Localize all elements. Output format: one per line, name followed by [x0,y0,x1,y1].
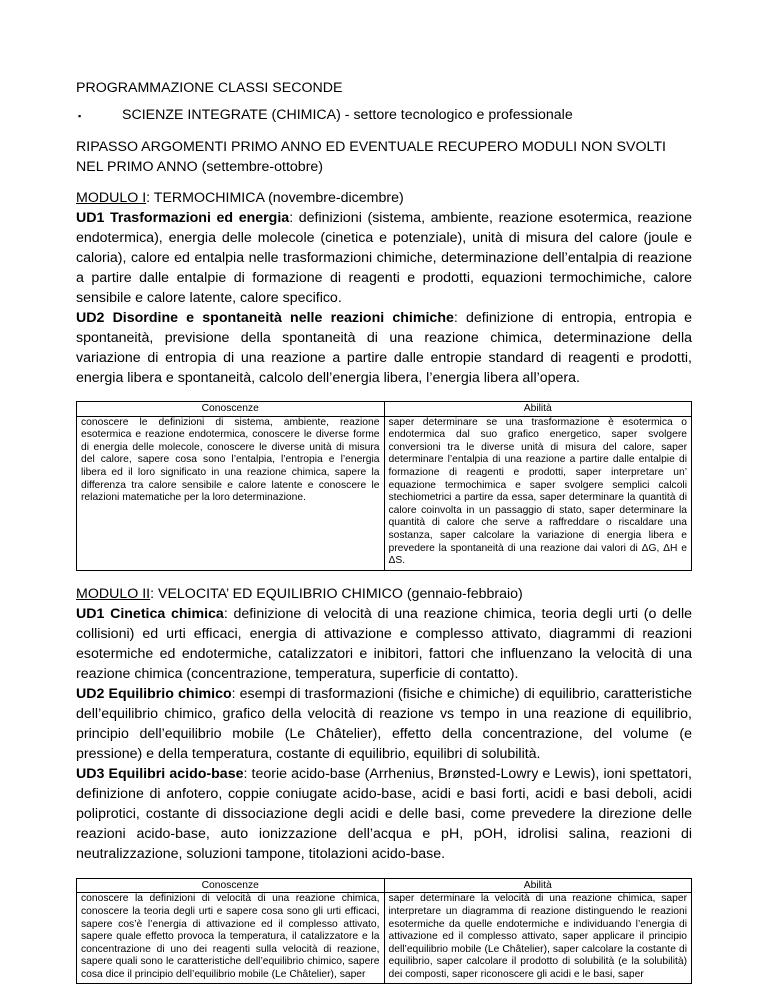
module-2-ud3-text: : teorie acido-base (Arrhenius, Brønsted-Lowry e Lewis), ioni spettatori, definizione di anfotero, coppie coniugate acido-base, acidi e basi forti, acidi e basi deboli, acidi poliprotici, costante di dissociazione degli acidi e delle basi, come prevedere la direzione delle reazioni acido-base, auto ionizzazione dell’acqua e pH, pOH, idrolisi salina, reazioni di neutralizzazione, soluzioni tampone, titolazioni acido-base. [76,765,692,862]
module-2-ud1-label: UD1 Cinetica chimica [76,605,224,622]
conoscenze-header: Conoscenze [77,402,385,417]
module-1-ud2-label: UD2 Disordine e spontaneità nelle reazioni chimiche [76,310,454,326]
module-2-ud1 [76,604,692,684]
module-2-ud3-label: UD3 Equilibri acido-base [76,765,244,782]
module-1-heading [76,188,692,208]
conoscenze-cell: conoscere le definizioni di sistema, ambiente, reazione esotermica e reazione endotermica, conoscere le diverse forme di energia delle molecole, conoscere le diverse unità di misura del calore, sapere cosa sono l’entalpia, l’entropia e l’energia libera ed il loro significato in una reazione chimica, sapere la differenza tra calore sensibile e calore latente e conoscere le relazioni matematiche per la loro determinazione. [77,416,385,570]
module-2-heading [76,584,692,604]
square-bullet-icon: ▪ [78,111,82,121]
module-1-ud1 [76,208,692,308]
module-2-ud3 [76,764,692,864]
review-note: RIPASSO ARGOMENTI PRIMO ANNO ED EVENTUALE RECUPERO MODULI NON SVOLTI NEL PRIMO ANNO (settembre-ottobre) [76,139,666,175]
abilita-cell: saper determinare se una trasformazione è esotermica o endotermica dal suo grafico energetico, saper svolgere conversioni tra le diverse unità di misura del calore, saper determinare l’entalpia di una reazione a partire dalle entalpie di formazione di reagenti e prodotti, saper interpretare un’ equazione termochimica e saper svolgere semplici calcoli stechiometrici a partire da essa, saper determinare la quantità di calore coinvolta in un passaggio di stato, saper determinare la quantità di calore che serve a raffreddare o riscaldare una sostanza, saper calcolare la variazione di energia libera e prevedere la spontaneità di una reazione dai valori di ΔG, ΔH e ΔS. [384,416,692,570]
module-1-ud1-label: UD1 Trasformazioni ed energia [76,210,290,226]
module-1-ud1-text: : definizioni (sistema, ambiente, reazione esotermica, reazione endotermica), energia delle molecole (cinetica e potenziale), unità di misura del calore (joule e caloria), calore ed entalpia nelle trasformazioni chimiche, determinazione dell’entalpia di reazione a partire dalle entalpie di formazione di reagenti e prodotti, equazioni termochimiche, calore sensibile e calore latente, calore specifico. [76,210,692,306]
module-2-ud2 [76,684,692,764]
conoscenze-cell: conoscere la definizioni di velocità di una reazione chimica, conoscere la teoria degli urti e sapere cosa sono gli urti efficaci, sapere cos’è l’energia di attivazione ed il complesso attivato, sapere quale effetto provoca la temperatura, il catalizzatore e la concentrazione di uno dei reagenti sulla velocità di reazione, sapere quali sono le caratteristiche dell’equilibrio chimico, sapere cosa dice il principio dell’equilibrio mobile (Le Châtelier), saper [77,893,385,984]
subject-rest: - settore tecnologico e professionale [340,107,573,123]
abilita-cell: saper determinare la velocità di una reazione chimica, saper interpretare un diagramma di reazione distinguendo le reazioni esotermiche da quelle endotermiche e individuando l’energia di attivazione ed il complesso attivato, saper applicare il principio dell’equilibrio mobile (Le Châtelier), saper calcolare la costante di equilibrio, saper calcolare il prodotto di solubilità (e la solubilità) dei composti, saper riconoscere gli acidi e le basi, saper [384,893,692,984]
table-header-row [77,878,692,893]
document-page [76,78,692,984]
subject-line [76,105,692,126]
table-row [77,893,692,984]
module-2-ud2-text: : esempi di trasformazioni (fisiche e chimiche) di equilibrio, caratteristiche dell’equilibrio chimico, grafico della velocità di reazione vs tempo in una reazione di equilibrio, principio dell’equilibrio mobile (Le Châtelier), effetto della concentrazione, del volume (e pressione) e della temperatura, costante di equilibrio, equilibri di solubilità. [76,685,692,762]
module-2-ud1-text: : definizione di velocità di una reazione chimica, teoria degli urti (o delle collisioni) ed urti efficaci, energia di attivazione e complesso attivato, diagrammi di reazioni esotermiche ed endotermiche, catalizzatori e inibitori, fattori che influenzano la velocità di una reazione chimica (concentrazione, temperatura, superficie di contatto). [76,605,693,682]
table-row [77,416,692,570]
subject-text [122,105,573,125]
module-1-table [76,401,692,571]
module-2-title: : VELOCITA’ ED EQUILIBRIO CHIMICO (gennaio-febbraio) [150,585,523,602]
subject-main: SCIENZE INTEGRATE (CHIMICA) [122,107,341,123]
module-2-table [76,878,692,985]
module-2-code: MODULO II [76,585,151,602]
conoscenze-header: Conoscenze [77,878,385,893]
module-1-ud2-text: : definizione di entropia, entropia e spontaneità, previsione della spontaneità di una reazione chimica, determinazione della variazione di entropia di una reazione a partire dalle entropie standard di reagenti e prodotti, energia libera e spontaneità, calcolo dell’energia libera, l’energia libera all’opera. [76,310,692,386]
module-1-title: : TERMOCHIMICA (novembre-dicembre) [146,190,404,206]
table-header-row [77,402,692,417]
abilita-header: Abilità [384,878,692,893]
document-title: PROGRAMMAZIONE CLASSI SECONDE [76,80,343,96]
abilita-header: Abilità [384,402,692,417]
module-1-ud2 [76,308,692,388]
module-1-code: MODULO I [76,190,147,206]
module-2-ud2-label: UD2 Equilibrio chimico [76,685,232,702]
